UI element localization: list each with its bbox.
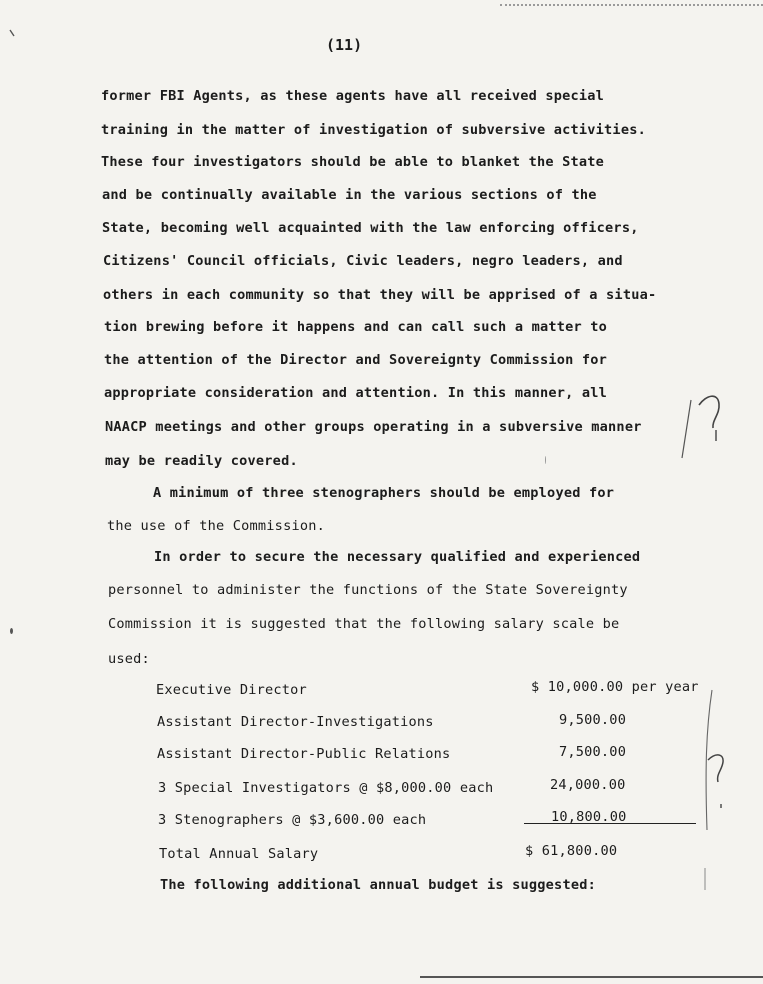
paragraph-line: the attention of the Director and Sovereignty Commission for	[104, 352, 608, 368]
salary-position: Assistant Director-Public Relations	[157, 746, 451, 762]
paragraph-line: Citizens' Council officials, Civic leaders, negro leaders, and	[103, 253, 623, 269]
bottom-edge-line	[420, 976, 763, 978]
salary-amount: 10,800.00	[551, 809, 627, 825]
paper-speck	[545, 456, 546, 464]
salary-amount: 24,000.00	[550, 777, 626, 793]
paragraph-line: Commission it is suggested that the following salary scale be	[108, 616, 620, 632]
paragraph-line: former FBI Agents, as these agents have all received special	[101, 88, 605, 104]
pencil-question-mark-lower	[708, 755, 723, 782]
salary-amount: 7,500.00	[559, 744, 627, 760]
paragraph-line: may be readily covered.	[105, 453, 298, 469]
salary-position: Assistant Director-Investigations	[157, 714, 434, 730]
page-number: (11)	[326, 36, 363, 54]
paragraph-line: used:	[108, 651, 150, 667]
salary-amount: 9,500.00	[559, 712, 627, 728]
paragraph-line: appropriate consideration and attention. In this manner, all	[104, 385, 608, 401]
paragraph-line: and be continually available in the various sections of the	[102, 187, 597, 203]
paragraph-line: In order to secure the necessary qualified and experienced	[154, 549, 641, 565]
pencil-question-mark-upper	[699, 396, 719, 428]
paragraph-line: personnel to administer the functions of the State Sovereignty	[108, 582, 628, 598]
salary-total-label: Total Annual Salary	[159, 846, 319, 862]
salary-position: Executive Director	[156, 682, 307, 698]
paragraph-line: NAACP meetings and other groups operating in a subversive manner	[105, 419, 642, 435]
closing-line: The following additional annual budget is suggested:	[160, 877, 596, 893]
salary-position: 3 Stenographers @ $3,600.00 each	[158, 812, 427, 828]
paragraph-line: tion brewing before it happens and can call such a matter to	[104, 319, 608, 335]
paragraph-line: the use of the Commission.	[107, 518, 325, 534]
salary-amount: $ 10,000.00 per year	[531, 679, 699, 695]
paragraph-line: State, becoming well acquainted with the law enforcing officers,	[102, 220, 639, 236]
paragraph-line: training in the matter of investigation of subversive activities.	[101, 122, 646, 138]
pencil-slash-upper	[682, 400, 691, 458]
salary-total-amount: $ 61,800.00	[525, 843, 618, 859]
paper-speck	[10, 628, 13, 634]
salary-position: 3 Special Investigators @ $8,000.00 each	[158, 780, 494, 796]
paragraph-line: others in each community so that they will be apprised of a situa-	[103, 287, 657, 303]
corner-mark	[10, 30, 14, 36]
paragraph-line: These four investigators should be able to blanket the State	[101, 154, 605, 170]
paragraph-line: A minimum of three stenographers should be employed for	[153, 485, 615, 501]
